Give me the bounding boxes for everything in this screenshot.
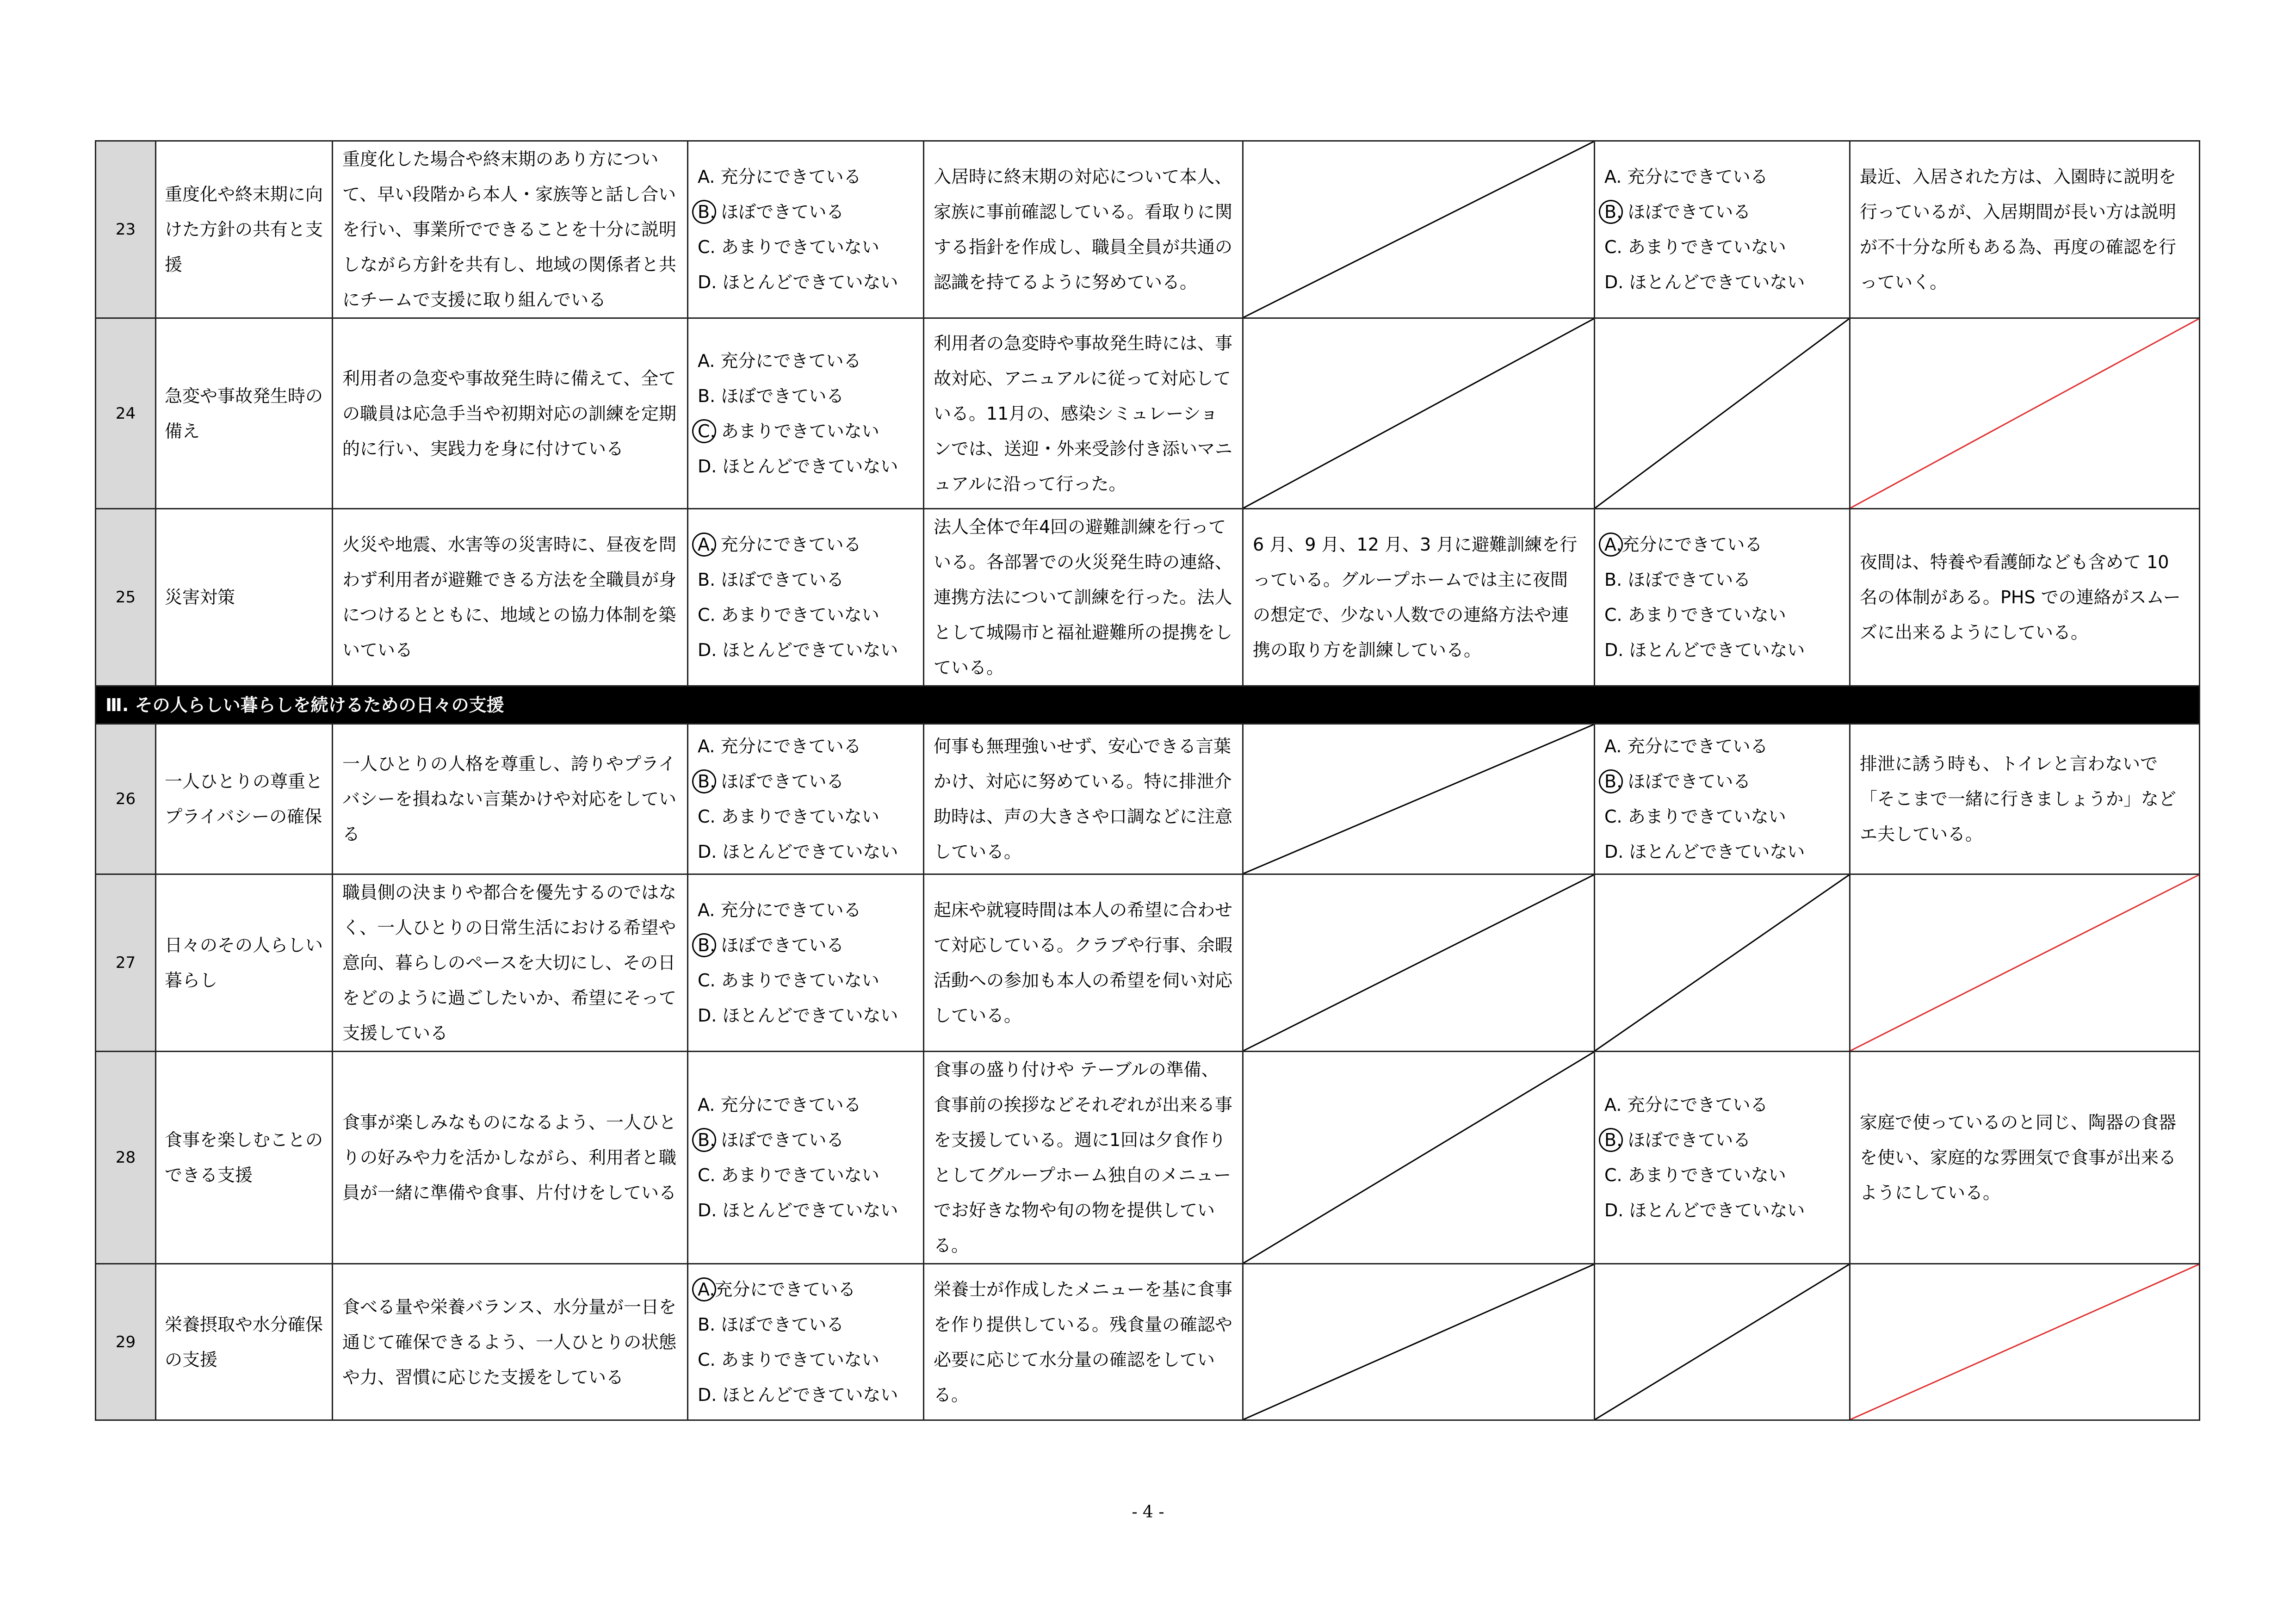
option-a: A. 充分にできている (698, 527, 914, 562)
option-d: D. ほとんどできていない (698, 1005, 898, 1026)
option-a: A. 充分にできている (1604, 167, 1768, 187)
self-evaluation-options (688, 1052, 924, 1264)
item-number: 24 (96, 318, 156, 509)
external-note-empty (1243, 318, 1595, 509)
external-comment: 夜間は、特養や看護師なども含めて 10 名の体制がある。PHS での連絡がスムーズに出来るようにしている。 (1850, 509, 2200, 686)
option-c: C. あまりできていない (1604, 237, 1786, 257)
diagonal-slash-icon (1244, 1264, 1594, 1419)
option-d: D. ほとんどできていない (698, 272, 898, 292)
item-number: 23 (96, 141, 156, 318)
option-d: D. ほとんどできていない (698, 1200, 898, 1220)
diagonal-slash-icon (1244, 875, 1594, 1051)
table-row (96, 509, 2200, 686)
option-b: B. ほぼできている (1604, 1122, 1840, 1158)
option-c: C. あまりできていない (1604, 1165, 1786, 1185)
evaluation-table (95, 140, 2200, 1421)
self-evaluation-options (688, 141, 924, 318)
option-d: D. ほとんどできていない (698, 1384, 898, 1405)
self-evaluation-note: 何事も無理強いせず、安心できる言葉かけ、対応に努めている。特に排泄介助時は、声の大きさや口調などに注意している。 (924, 724, 1243, 874)
option-b: B. ほぼできている (1604, 194, 1840, 229)
item-title: 栄養摂取や水分確保の支援 (156, 1264, 333, 1420)
selected-circle-icon (692, 933, 716, 957)
self-evaluation-options (688, 318, 924, 509)
option-c: C. あまりできていない (698, 1349, 879, 1370)
selected-circle-icon (692, 419, 716, 443)
option-a: A. 充分にできている (698, 900, 861, 920)
selected-circle-icon (1599, 200, 1623, 224)
table-row (96, 1052, 2200, 1264)
item-title: 災害対策 (156, 509, 333, 686)
option-d: D. ほとんどできていない (698, 456, 898, 477)
item-description: 職員側の決まりや都合を優先するのではなく、一人ひとりの日常生活における希望や意向、暮らしのペースを大切にし、その日をどのように過ごしたいか、希望にそって支援している (333, 874, 688, 1052)
option-b: B. ほぼできている (698, 928, 914, 963)
option-a: A. 充分にできている (698, 1095, 861, 1115)
item-description: 食べる量や栄養バランス、水分量が一日を通じて確保できるよう、一人ひとりの状態や力、習慣に応じた支援をしている (333, 1264, 688, 1420)
item-number: 25 (96, 509, 156, 686)
selected-circle-icon (692, 1277, 716, 1301)
option-b: B. ほぼできている (698, 194, 914, 229)
option-b: B. ほぼできている (1604, 570, 1751, 590)
external-note-empty (1243, 1052, 1595, 1264)
option-d: D. ほとんどできていない (1604, 640, 1805, 660)
external-comment-empty (1850, 1264, 2200, 1420)
diagonal-slash-icon (1244, 319, 1594, 508)
diagonal-slash-icon (1244, 725, 1594, 873)
external-evaluation-options (1595, 724, 1850, 874)
diagonal-slash-red-icon (1850, 319, 2199, 508)
option-c: C. あまりできていない (698, 1165, 879, 1185)
option-b: B. ほぼできている (698, 385, 844, 406)
external-options-empty (1595, 874, 1850, 1052)
self-evaluation-note: 栄養士が作成したメニューを基に食事を作り提供している。残食量の確認や必要に応じて水分量の確認をしている。 (924, 1264, 1243, 1420)
option-c: C. あまりできていない (698, 237, 879, 257)
option-b: B. ほぼできている (698, 764, 914, 799)
external-evaluation-options (1595, 141, 1850, 318)
diagonal-slash-icon (1595, 1264, 1849, 1419)
item-title: 食事を楽しむことのできる支援 (156, 1052, 333, 1264)
option-a: A.充分にできている (1604, 527, 1840, 562)
external-comment: 排泄に誘う時も、トイレと言わないで「そこまで一緒に行きましょうか」などエ夫している。 (1850, 724, 2200, 874)
item-title: 重度化や終末期に向けた方針の共有と支援 (156, 141, 333, 318)
diagonal-slash-icon (1595, 319, 1849, 508)
diagonal-slash-red-icon (1850, 1264, 2199, 1419)
item-title: 急変や事故発生時の備え (156, 318, 333, 509)
item-description: 一人ひとりの人格を尊重し、誇りやプライバシーを損ねない言葉かけや対応をしている (333, 724, 688, 874)
external-note-empty (1243, 874, 1595, 1052)
option-a: A. 充分にできている (698, 350, 861, 371)
item-number: 26 (96, 724, 156, 874)
external-options-empty (1595, 1264, 1850, 1420)
table-row (96, 724, 2200, 874)
diagonal-slash-icon (1244, 1052, 1594, 1263)
item-description: 重度化した場合や終末期のあり方について、早い段階から本人・家族等と話し合いを行い、事業所でできることを十分に説明しながら方針を共有し、地域の関係者と共にチームで支援に取り組んでいる (333, 141, 688, 318)
option-c: C. あまりできていない (1604, 806, 1786, 827)
option-a: A. 充分にできている (1604, 736, 1768, 756)
diagonal-slash-red-icon (1850, 875, 2199, 1051)
table-row (96, 141, 2200, 318)
option-c: C. あまりできていない (698, 970, 879, 991)
item-number: 28 (96, 1052, 156, 1264)
table-row (96, 318, 2200, 509)
section-title: Ⅲ. その人らしい暮らしを続けるための日々の支援 (96, 686, 2200, 724)
external-comment-empty (1850, 318, 2200, 509)
page-number: - 4 - (1132, 1503, 1164, 1522)
item-description: 食事が楽しみなものになるよう、一人ひとりの好みや力を活かしながら、利用者と職員が一緒に準備や食事、片付けをしている (333, 1052, 688, 1264)
option-b: B. ほぼできている (698, 1122, 914, 1158)
external-options-empty (1595, 318, 1850, 509)
diagonal-slash-icon (1244, 142, 1594, 317)
self-evaluation-options (688, 724, 924, 874)
option-a: A. 充分にできている (698, 167, 861, 187)
diagonal-slash-icon (1595, 875, 1849, 1051)
external-note-empty (1243, 1264, 1595, 1420)
option-d: D. ほとんどできていない (698, 640, 898, 660)
selected-circle-icon (692, 1128, 716, 1152)
item-number: 27 (96, 874, 156, 1052)
external-note-empty (1243, 724, 1595, 874)
self-evaluation-note: 起床や就寝時間は本人の希望に合わせて対応している。クラブや行事、余暇活動への参加も本人の希望を伺い対応している。 (924, 874, 1243, 1052)
option-c: C. あまりできていない (698, 414, 914, 449)
external-note-empty (1243, 141, 1595, 318)
item-description: 利用者の急変や事故発生時に備えて、全ての職員は応急手当や初期対応の訓練を定期的に行い、実践力を身に付けている (333, 318, 688, 509)
item-title: 日々のその人らしい暮らし (156, 874, 333, 1052)
option-d: D. ほとんどできていない (1604, 272, 1805, 292)
external-evaluation-options (1595, 509, 1850, 686)
option-c: C. あまりできていない (1604, 605, 1786, 625)
item-title: 一人ひとりの尊重とプライバシーの確保 (156, 724, 333, 874)
selected-circle-icon (1599, 769, 1623, 793)
option-a: A. 充分にできている (698, 736, 861, 756)
self-evaluation-note: 入居時に終末期の対応について本人、家族に事前確認している。看取りに関する指針を作成し、職員全員が共通の認識を持てるように努めている。 (924, 141, 1243, 318)
selected-circle-icon (692, 769, 716, 793)
selected-circle-icon (1599, 533, 1623, 557)
option-d: D. ほとんどできていない (1604, 842, 1805, 862)
selected-circle-icon (692, 200, 716, 224)
section-header-row (96, 686, 2200, 724)
table-row (96, 1264, 2200, 1420)
option-c: C. あまりできていない (698, 605, 879, 625)
self-evaluation-options (688, 509, 924, 686)
external-comment: 最近、入居された方は、入園時に説明を行っているが、入居期間が長い方は説明が不十分な所もある為、再度の確認を行っていく。 (1850, 141, 2200, 318)
option-b: B. ほぼできている (698, 570, 844, 590)
external-comment-empty (1850, 874, 2200, 1052)
self-evaluation-note: 利用者の急変時や事故発生時には、事故対応、アニュアルに従って対応している。11月の、感染シミュレーションでは、送迎・外来受診付き添いマニュアルに沿って行った。 (924, 318, 1243, 509)
external-comment: 家庭で使っているのと同じ、陶器の食器を使い、家庭的な雰囲気で食事が出来るようにしている。 (1850, 1052, 2200, 1264)
self-evaluation-note: 法人全体で年4回の避難訓練を行っている。各部署での火災発生時の連絡、連携方法について訓練を行った。法人として城陽市と福祉避難所の提携をしている。 (924, 509, 1243, 686)
option-a: A. 充分にできている (1604, 1095, 1768, 1115)
selected-circle-icon (692, 533, 716, 557)
option-d: D. ほとんどできていない (1604, 1200, 1805, 1220)
option-b: B. ほぼできている (1604, 764, 1840, 799)
external-note: 6 月、9 月、12 月、3 月に避難訓練を行っている。グループホームでは主に夜間の想定で、少ない人数での連絡方法や連携の取り方を訓練している。 (1243, 509, 1595, 686)
self-evaluation-options (688, 1264, 924, 1420)
option-c: C. あまりできていない (698, 806, 879, 827)
option-b: B. ほぼできている (698, 1314, 844, 1335)
option-d: D. ほとんどできていない (698, 842, 898, 862)
option-a: A.充分にできている (698, 1272, 914, 1307)
self-evaluation-note: 食事の盛り付けや テーブルの準備、食事前の挨拶などそれぞれが出来る事を支援している。週に1回は夕食作りとしてグループホーム独自のメニューでお好きな物や旬の物を提供している。 (924, 1052, 1243, 1264)
table-row (96, 874, 2200, 1052)
external-evaluation-options (1595, 1052, 1850, 1264)
item-description: 火災や地震、水害等の災害時に、昼夜を問わず利用者が避難できる方法を全職員が身につけるとともに、地域との協力体制を築いている (333, 509, 688, 686)
item-number: 29 (96, 1264, 156, 1420)
selected-circle-icon (1599, 1128, 1623, 1152)
self-evaluation-options (688, 874, 924, 1052)
